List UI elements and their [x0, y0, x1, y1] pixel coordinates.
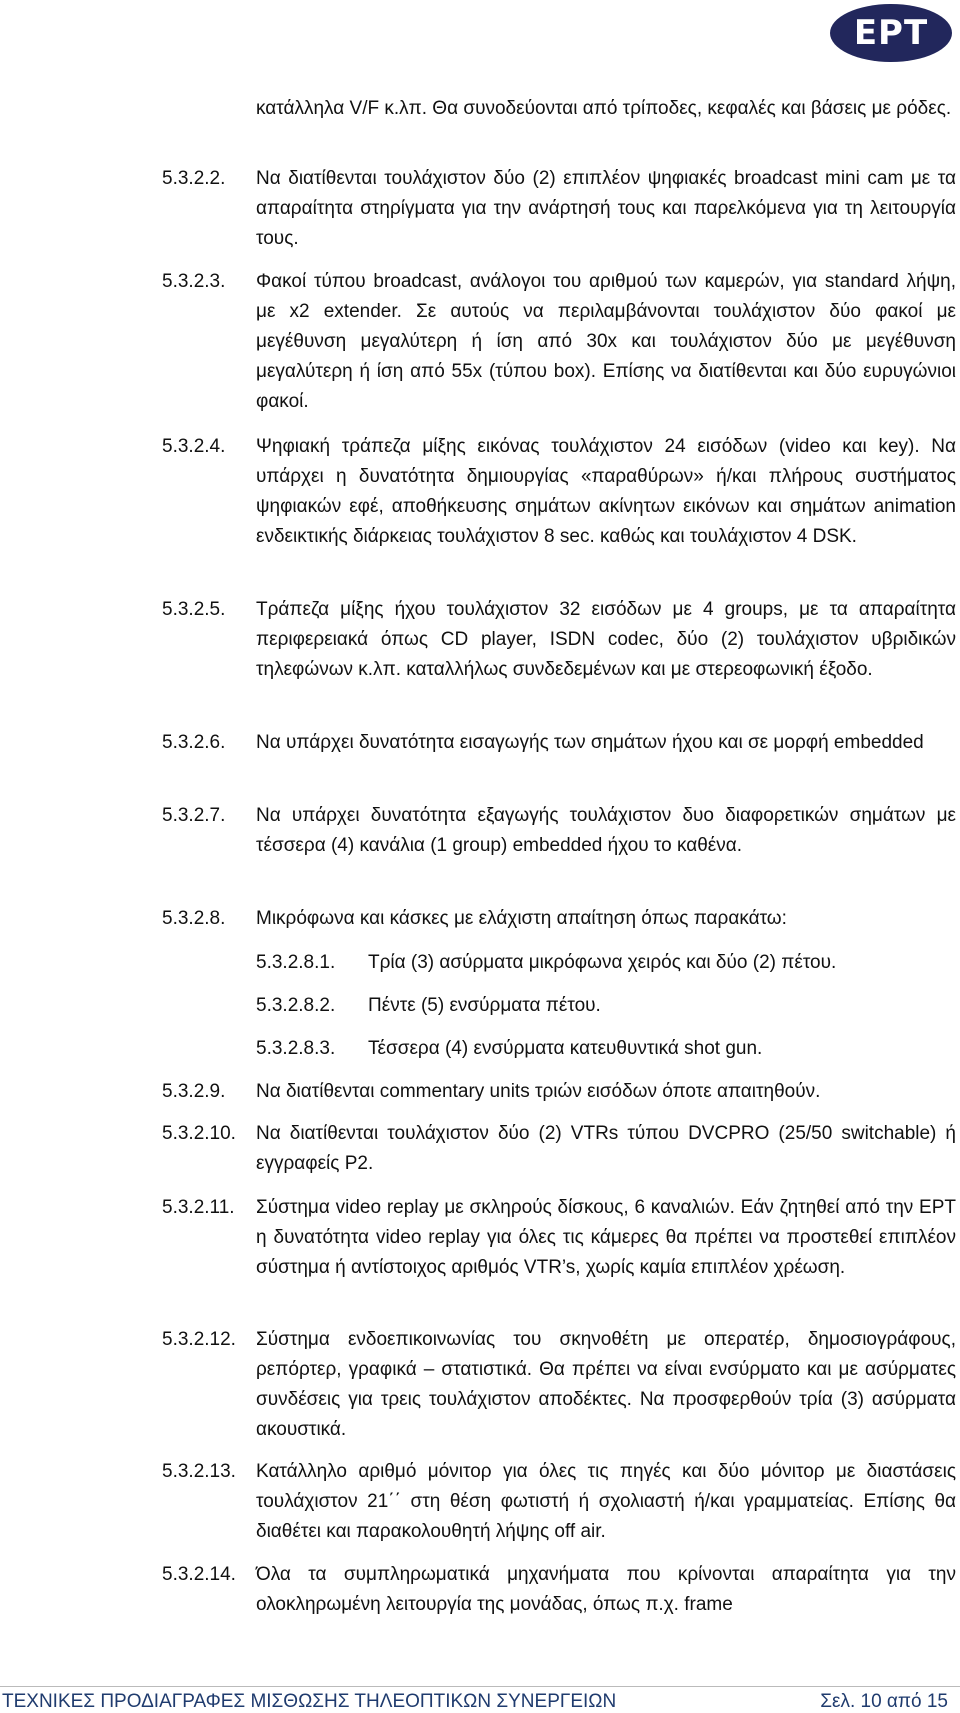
item-text: Σύστημα ενδοεπικοινωνίας του σκηνοθέτη με οπερατέρ, δημοσιογράφους, ρεπόρτερ, γραφικά – στατιστικά. Θα πρέπει να είναι ενσύρματο και με ασύρματες συνδέσεις για τρεις τουλάχιστον αποδέκτες. Να προσφερθούν τρία (3) ασύρματα ακουστικά. — [256, 1329, 956, 1440]
item-text: Φακοί τύπου broadcast, ανάλογοι του αριθμού των καμερών, για standard λήψη, με x2 extender. Σε αυτούς να περιλαμβάνονται τουλάχιστον δύο φακοί με μεγέθυνση μεγαλύτερη ή ίση από 30x και τουλάχιστον δύο με μεγέθυνση μεγαλύτερη ή ίση από 55x (τύπου box). Επίσης να διατίθενται και δύο ευρυγώνιοι φακοί. — [256, 271, 956, 412]
item-number: 5.3.2.10. — [162, 1123, 236, 1144]
item-text: Να υπάρχει δυνατότητα εισαγωγής των σημάτων ήχου και σε μορφή embedded — [256, 732, 924, 753]
sub-item-text: Τρία (3) ασύρματα μικρόφωνα χειρός και δύο (2) πέτου. — [368, 952, 837, 973]
ert-logo — [830, 4, 952, 62]
item-number: 5.3.2.9. — [162, 1081, 226, 1102]
item-text: Να υπάρχει δυνατότητα εξαγωγής τουλάχιστον δυο διαφορετικών σημάτων με τέσσερα (4) κανάλια (1 group) embedded ήχου το καθένα. — [256, 805, 956, 856]
logo-text: ΕΡΤ — [853, 13, 929, 53]
sub-item-text: Πέντε (5) ενσύρματα πέτου. — [368, 995, 601, 1016]
item-number: 5.3.2.8. — [162, 908, 226, 929]
item-number: 5.3.2.14. — [162, 1564, 236, 1585]
item-number: 5.3.2.13. — [162, 1461, 236, 1482]
sub-item-number: 5.3.2.8.2. — [256, 995, 336, 1016]
footer-title: ΤΕΧΝΙΚΕΣ ΠΡΟΔΙΑΓΡΑΦΕΣ ΜΙΣΘΩΣΗΣ ΤΗΛΕΟΠΤΙΚΩΝ ΣΥΝΕΡΓΕΙΩΝ — [2, 1691, 617, 1712]
item-number: 5.3.2.11. — [162, 1197, 235, 1218]
item-text: Ψηφιακή τράπεζα μίξης εικόνας τουλάχιστον 24 εισόδων (video και key). Να υπάρχει η δυνατότητα δημιουργίας «παραθύρων» ή/και πλήρους συστήματος ψηφιακών εφέ, αποθήκευσης σημάτων ακίνητων εικόνων και σημάτων animation ενδεικτικής διάρκειας τουλάχιστον 8 sec. καθώς και τουλάχιστον 4 DSK. — [256, 436, 956, 547]
page-footer — [0, 1686, 960, 1712]
item-number: 5.3.2.4. — [162, 436, 226, 457]
item-text: Σύστημα video replay με σκληρούς δίσκους, 6 καναλιών. Εάν ζητηθεί από την ΕΡΤ η δυνατότητα video replay για όλες τις κάμερες θα πρέπει να προστεθεί επιπλέον σύστημα ή αντίστοιχος αριθμός VTR’s, χωρίς καμία επιπλέον χρέωση. — [256, 1197, 956, 1278]
item-text: Να διατίθενται commentary units τριών εισόδων όποτε απαιτηθούν. — [256, 1081, 821, 1102]
item-number: 5.3.2.6. — [162, 732, 226, 753]
item-number: 5.3.2.7. — [162, 805, 226, 826]
sub-item-number: 5.3.2.8.1. — [256, 952, 336, 973]
item-number: 5.3.2.2. — [162, 168, 226, 189]
sub-item-number: 5.3.2.8.3. — [256, 1038, 336, 1059]
item-text: Να διατίθενται τουλάχιστον δύο (2) επιπλέον ψηφιακές broadcast mini cam με τα απαραίτητα στηρίγματα για την ανάρτησή τους και παρελκόμενα για τη λειτουργία τους. — [256, 168, 956, 249]
item-number: 5.3.2.3. — [162, 271, 226, 292]
intro-paragraph: κατάλληλα V/F κ.λπ. Θα συνοδεύονται από τρίποδες, κεφαλές και βάσεις με ρόδες. — [256, 98, 952, 119]
item-text: Όλα τα συμπληρωματικά μηχανήματα που κρίνονται απαραίτητα για την ολοκληρωμένη λειτουργία της μονάδας, όπως π.χ. frame — [256, 1564, 956, 1615]
item-text: Να διατίθενται τουλάχιστον δύο (2) VTRs τύπου DVCPRO (25/50 switchable) ή εγγραφείς P2. — [256, 1123, 956, 1174]
sub-item-text: Τέσσερα (4) ενσύρματα κατευθυντικά shot gun. — [368, 1038, 763, 1059]
item-number: 5.3.2.5. — [162, 599, 226, 620]
item-text: Μικρόφωνα και κάσκες με ελάχιστη απαίτηση όπως παρακάτω: — [256, 908, 787, 929]
item-text: Τράπεζα μίξης ήχου τουλάχιστον 32 εισόδων με 4 groups, με τα απαραίτητα περιφερειακά όπως CD player, ISDN codec, δύο (2) τουλάχιστον υβριδικών τηλεφώνων κ.λπ. καταλλήλως συνδεδεμένων και με στερεοφωνική έξοδο. — [256, 599, 956, 680]
item-number: 5.3.2.12. — [162, 1329, 236, 1350]
item-text: Κατάλληλο αριθμό μόνιτορ για όλες τις πηγές και δύο μόνιτορ με διαστάσεις τουλάχιστον 21΄΄ στη θέση φωτιστή ή σχολιαστή ή/και γραμματείας. Επίσης θα διαθέτει και παρακολουθητή λήψης off air. — [256, 1461, 956, 1542]
page-number: Σελ. 10 από 15 — [820, 1691, 948, 1712]
